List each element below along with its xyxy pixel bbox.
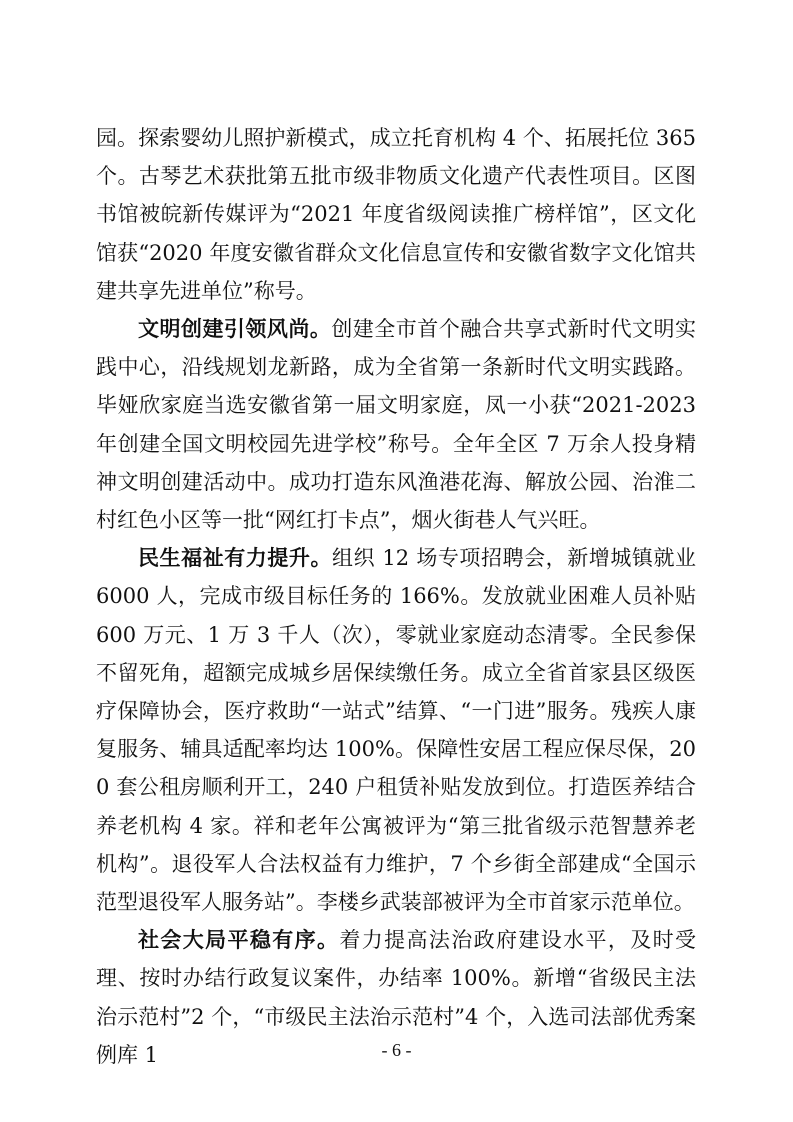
- paragraph-text: 创建全市首个融合共享式新时代文明实践中心，沿线规划龙新路，成为全省第一条新时代文明实践路。毕娅欣家庭当选安徽省第一届文明家庭，凤一小获“2021-2023 年创建全国文明校园先进学校”称号。全年全区 7 万余人投身精神文明创建活动中。成功打造东风渔港花海、解放公园、治淮二村红色小区等一批“网红打卡点”，烟火街巷人气兴旺。: [96, 317, 697, 533]
- paragraph-heading: 社会大局平稳有序。: [138, 928, 340, 953]
- paragraph-heading: 文明创建引领风尚。: [138, 317, 332, 342]
- document-body: [96, 119, 696, 1074]
- paragraph-heading: 民生福祉有力提升。: [138, 546, 333, 571]
- paragraph-text: 园。探索婴幼儿照护新模式，成立托育机构 4 个、拓展托位 365 个。古琴艺术获批第五批市级非物质文化遗产代表性项目。区图书馆被皖新传媒评为“2021 年度省级阅读推广榜样馆”，区文化馆获“2020 年度安徽省群众文化信息宣传和安徽省数字文化馆共建共享先进单位”称号。: [96, 126, 696, 303]
- page-number: - 6 -: [381, 1040, 412, 1060]
- paragraph-continuation: [96, 119, 696, 310]
- paragraph-text: 着力提高法治政府建设水平，及时受理、按时办结行政复议案件，办结率 100%。新增“省级民主法治示范村”2 个，“市级民主法治示范村”4 个，入选司法部优秀案例库 1: [96, 928, 696, 1067]
- paragraph-civilization: [96, 310, 696, 539]
- paragraph-text: 组织 12 场专项招聘会，新增城镇就业 6000 人，完成市级目标任务的 166%。发放就业困难人员补贴 600 万元、1 万 3 千人（次），零就业家庭动态清零。全民参保不留死角，超额完成城乡居保续缴任务。成立全省首家县区级医疗保障协会，医疗救助“一站式”结算、“一门进”服务。残疾人康复服务、辅具适配率均达 100%。保障性安居工程应保尽保，200 套公租房顺利开工，240 户租赁补贴发放到位。打造医养结合养老机构 4 家。祥和老年公寓被评为“第三批省级示范智慧养老机构”。退役军人合法权益有力维护，7 个乡街全部建成“全国示范型退役军人服务站”。李楼乡武装部被评为全市首家示范单位。: [96, 546, 696, 915]
- paragraph-livelihood: [96, 539, 696, 921]
